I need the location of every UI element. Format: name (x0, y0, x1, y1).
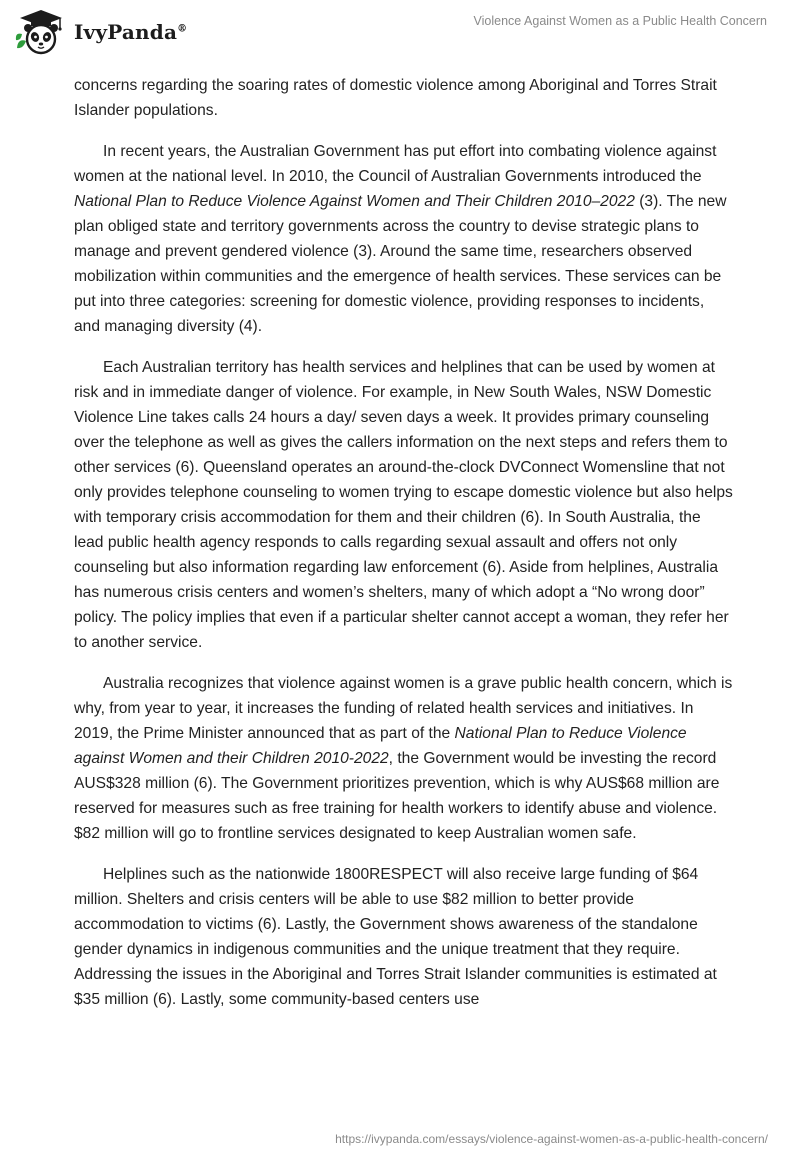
document-title: Violence Against Women as a Public Health Concern (473, 14, 767, 28)
paragraph-helplines: Each Australian territory has health services and helplines that can be used by women at risk and in immediate danger of violence. For example, in New South Wales, NSW Domestic Violence Line takes calls 24 hours a day/ seven days a week. It provides primary counseling over the telephone as well as gives the callers information on the next steps and refers them to other services (6). Queensland operates an around-the-clock DVConnect Womensline that not only provides telephone counseling to women trying to escape domestic violence but also helps with temporary crisis accommodation for them and their children (6). In South Australia, the lead public health agency responds to calls regarding sexual assault and offers not only counseling but also information regarding law enforcement (6). Aside from helplines, Australia has numerous crisis centers and women’s shelters, many of which adopt a “No wrong door” policy. The policy implies that even if a particular shelter cannot accept a woman, they refer her to another service. (74, 359, 733, 651)
brand-logo[interactable] (14, 8, 187, 56)
brand-name: IvyPanda® (74, 20, 188, 44)
panda-graduation-cap-logo-icon (14, 8, 68, 56)
page-header (0, 0, 800, 64)
paragraph-continued: concerns regarding the soaring rates of domestic violence among Aboriginal and Torres Strait Islander populations. (74, 77, 717, 119)
source-url[interactable]: https://ivypanda.com/essays/violence-against-women-as-a-public-health-concern/ (335, 1132, 768, 1146)
paragraph-allocation: Helplines such as the nationwide 1800RESPECT will also receive large funding of $64 million. Shelters and crisis centers will be able to use $82 million to better provide accommodation to victims (6). Lastly, the Government shows awareness of the standalone gender dynamics in indigenous communities and the unique treatment that they require. Addressing the issues in the Aboriginal and Torres Strait Islander communities is estimated at $35 million (6). Lastly, some community-based centers use (74, 866, 717, 1008)
plan-title-citation: National Plan to Reduce Violence against Women and their Children 2010-2022 (74, 725, 687, 767)
paragraph-government-effort: In recent years, the Australian Government has put effort into combating violence against women at the national level. In 2010, the Council of Australian Governments introduced the National Plan to Reduce Violence Against Women and Their Children 2010–2022 (3). The new plan obliged state and territory governments across the country to devise strategic plans to manage and prevent gendered violence (3). Around the same time, researchers observed mobilization within communities and the emergence of health services. These services can be put into three categories: screening for domestic violence, providing responses to incidents, and managing diversity (4). (74, 143, 727, 335)
essay-body (74, 73, 734, 1028)
paragraph-funding: Australia recognizes that violence against women is a grave public health concern, which is why, from year to year, it increases the funding of related health services and initiatives. In 2019, the Prime Minister announced that as part of the National Plan to Reduce Violence against Women and their Children 2010-2022, the Government would be investing the record AUS$328 million (6). The Government prioritizes prevention, which is why AUS$68 million are reserved for measures such as free training for health workers to identify abuse and violence. $82 million will go to frontline services designated to keep Australian women safe. (74, 675, 733, 842)
plan-title-citation: National Plan to Reduce Violence Against Women and Their Children 2010–2022 (74, 193, 635, 210)
